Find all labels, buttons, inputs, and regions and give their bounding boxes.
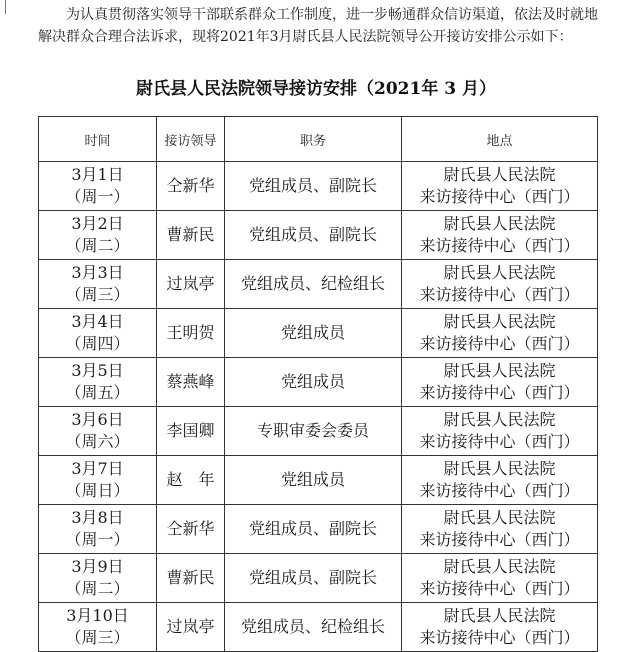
location-line2: 来访接待中心（西门） xyxy=(419,187,580,206)
time-cell xyxy=(39,211,157,260)
table-row xyxy=(39,309,598,358)
location-cell xyxy=(402,358,598,407)
weekday-text: （周五） xyxy=(65,383,130,402)
location-line2: 来访接待中心（西门） xyxy=(419,383,580,402)
location-line2: 来访接待中心（西门） xyxy=(419,579,580,598)
position-cell: 专职审委会委员 xyxy=(225,407,402,456)
time-cell xyxy=(39,309,157,358)
table-row xyxy=(39,211,598,260)
location-line1: 尉氏县人民法院 xyxy=(443,263,556,282)
position-cell: 党组成员、副院长 xyxy=(225,505,402,554)
weekday-text: （周一） xyxy=(65,530,130,549)
location-cell xyxy=(402,162,598,211)
date-text: 3月4日 xyxy=(71,312,124,331)
date-text: 3月9日 xyxy=(71,557,124,576)
weekday-text: （周二） xyxy=(65,236,130,255)
position-cell: 党组成员 xyxy=(225,456,402,505)
location-line1: 尉氏县人民法院 xyxy=(443,557,556,576)
document-title: 尉氏县人民法院领导接访安排（2021年 3 月） xyxy=(136,79,496,99)
table-row xyxy=(39,603,598,652)
header-leader: 接访领导 xyxy=(157,117,225,162)
location-line1: 尉氏县人民法院 xyxy=(443,312,556,331)
leader-cell: 仝新华 xyxy=(157,162,225,211)
location-cell xyxy=(402,603,598,652)
table-row xyxy=(39,505,598,554)
location-line2: 来访接待中心（西门） xyxy=(419,432,580,451)
location-line2: 来访接待中心（西门） xyxy=(419,481,580,500)
time-cell xyxy=(39,554,157,603)
position-cell: 党组成员、纪检组长 xyxy=(225,260,402,309)
time-cell xyxy=(39,358,157,407)
table-row xyxy=(39,554,598,603)
position-cell: 党组成员、纪检组长 xyxy=(225,603,402,652)
left-accent-rule xyxy=(5,0,6,14)
intro-paragraph: 为认真贯彻落实领导干部联系群众工作制度，进一步畅通群众信访渠道，依法及时就地解决群众合理合法诉求，现将2021年3月尉氏县人民法院领导公开接访安排公示如下： xyxy=(38,7,598,45)
header-location: 地点 xyxy=(402,117,598,162)
location-line1: 尉氏县人民法院 xyxy=(443,165,556,184)
table-row xyxy=(39,358,598,407)
table-row xyxy=(39,162,598,211)
leader-cell: 王明贺 xyxy=(157,309,225,358)
weekday-text: （周六） xyxy=(65,432,130,451)
schedule-table xyxy=(38,116,598,652)
date-text: 3月2日 xyxy=(71,214,124,233)
position-cell: 党组成员、副院长 xyxy=(225,211,402,260)
time-cell xyxy=(39,162,157,211)
table-row xyxy=(39,260,598,309)
location-cell xyxy=(402,407,598,456)
location-cell xyxy=(402,505,598,554)
leader-cell: 仝新华 xyxy=(157,505,225,554)
weekday-text: （周四） xyxy=(65,334,130,353)
weekday-text: （周一） xyxy=(65,187,130,206)
location-line1: 尉氏县人民法院 xyxy=(443,361,556,380)
table-header-row xyxy=(39,117,598,162)
location-line2: 来访接待中心（西门） xyxy=(419,285,580,304)
date-text: 3月3日 xyxy=(71,263,124,282)
location-line1: 尉氏县人民法院 xyxy=(443,410,556,429)
location-cell xyxy=(402,309,598,358)
position-cell: 党组成员、副院长 xyxy=(225,162,402,211)
time-cell xyxy=(39,603,157,652)
location-line2: 来访接待中心（西门） xyxy=(419,236,580,255)
time-cell xyxy=(39,456,157,505)
leader-cell: 赵 年 xyxy=(157,456,225,505)
leader-cell: 过岚亭 xyxy=(157,260,225,309)
date-text: 3月10日 xyxy=(66,606,129,625)
location-cell xyxy=(402,211,598,260)
location-line2: 来访接待中心（西门） xyxy=(419,530,580,549)
location-line1: 尉氏县人民法院 xyxy=(443,508,556,527)
header-position: 职务 xyxy=(225,117,402,162)
location-line2: 来访接待中心（西门） xyxy=(419,628,580,647)
location-line2: 来访接待中心（西门） xyxy=(419,334,580,353)
date-text: 3月1日 xyxy=(71,165,124,184)
location-line1: 尉氏县人民法院 xyxy=(443,214,556,233)
time-cell xyxy=(39,505,157,554)
date-text: 3月6日 xyxy=(71,410,124,429)
weekday-text: （周日） xyxy=(65,481,130,500)
position-cell: 党组成员 xyxy=(225,358,402,407)
weekday-text: （周二） xyxy=(65,579,130,598)
location-cell xyxy=(402,260,598,309)
date-text: 3月8日 xyxy=(71,508,124,527)
weekday-text: （周三） xyxy=(65,628,130,647)
location-line1: 尉氏县人民法院 xyxy=(443,459,556,478)
date-text: 3月7日 xyxy=(71,459,124,478)
leader-cell: 曹新民 xyxy=(157,554,225,603)
position-cell: 党组成员 xyxy=(225,309,402,358)
location-cell xyxy=(402,456,598,505)
table-row xyxy=(39,407,598,456)
leader-cell: 蔡燕峰 xyxy=(157,358,225,407)
time-cell xyxy=(39,407,157,456)
leader-cell: 曹新民 xyxy=(157,211,225,260)
time-cell xyxy=(39,260,157,309)
leader-cell: 李国卿 xyxy=(157,407,225,456)
leader-cell: 过岚亭 xyxy=(157,603,225,652)
location-line1: 尉氏县人民法院 xyxy=(443,606,556,625)
table-row xyxy=(39,456,598,505)
header-time: 时间 xyxy=(39,117,157,162)
location-cell xyxy=(402,554,598,603)
position-cell: 党组成员、副院长 xyxy=(225,554,402,603)
date-text: 3月5日 xyxy=(71,361,124,380)
weekday-text: （周三） xyxy=(65,285,130,304)
